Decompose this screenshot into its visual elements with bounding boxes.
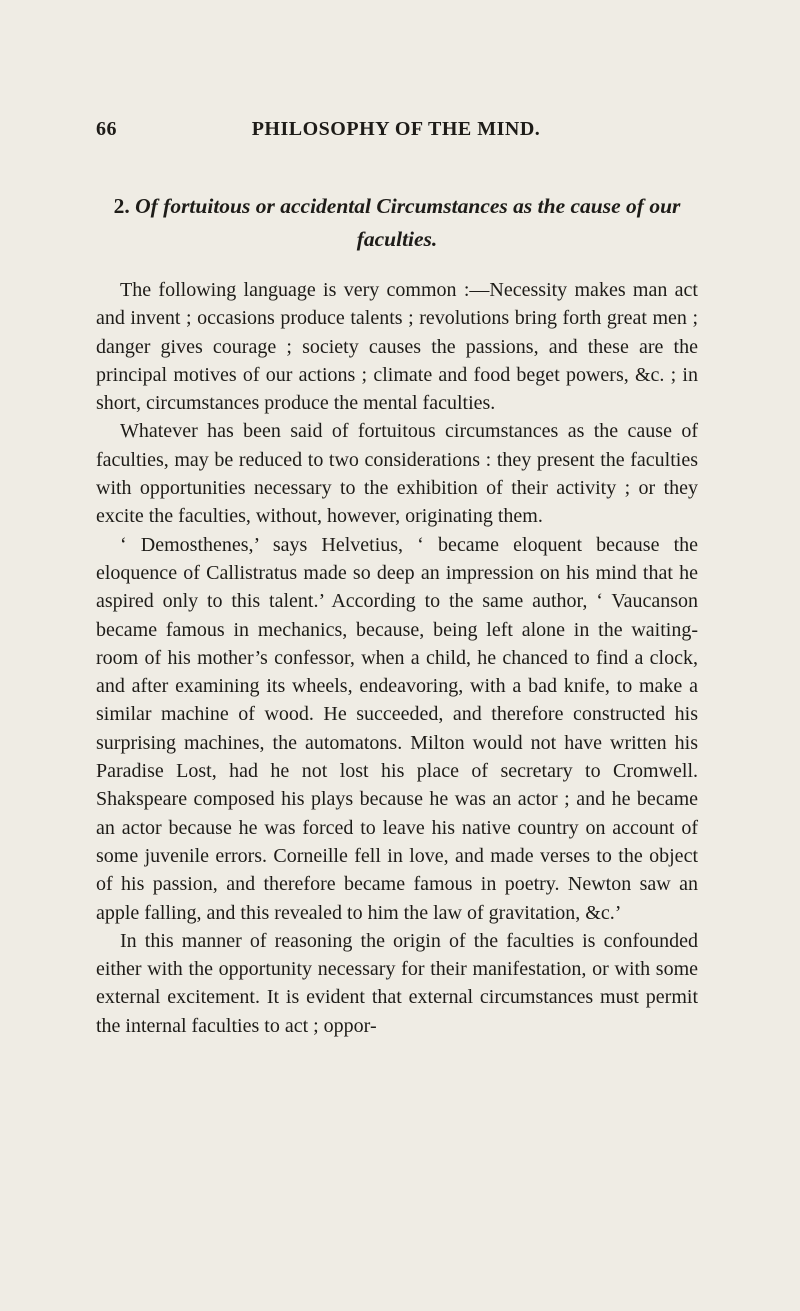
page-body (96, 190, 698, 1040)
running-title: PHILOSOPHY OF THE MIND. (251, 118, 541, 140)
section-number: 2. (113, 194, 130, 218)
paragraph-1: The following language is very common :—Necessity makes man act and invent ; occasions produce talents ; revolutions bring forth great men ; danger gives courage ; society causes the passions, and these are the principal motives of our actions ; climate and food beget powers, &c. ; in short, circumstances produce the mental faculties. (96, 279, 698, 415)
section-heading (96, 190, 698, 256)
page-number: 66 (96, 118, 117, 140)
paragraph-2: Whatever has been said of fortuitous circumstances as the cause of faculties, may be reduced to two considerations : they present the faculties with opportunities necessary to the exhibition of their activity ; or they excite the faculties, without, however, originating them. (96, 420, 698, 528)
running-header (96, 118, 696, 148)
paragraph-4: In this manner of reasoning the origin of the faculties is confounded either with the opportunity necessary for their manifestation, or with some external excitement. It is evident that external circumstances must permit the internal faculties to act ; oppor- (96, 929, 698, 1037)
section-title: Of fortuitous or accidental Circumstances as the cause of our faculties. (135, 194, 681, 251)
paragraph-3: ‘ Demosthenes,’ says Helvetius, ‘ became eloquent because the eloquence of Callistratus made so deep an impression on his mind that he aspired only to this talent.’ According to the same author, ‘ Vaucanson became famous in mechanics, because, being left alone in the waiting-room of his mother’s confessor, when a child, he chanced to find a clock, and after examining its wheels, endeavoring, with a bad knife, to make a similar machine of wood. He succeeded, and therefore constructed his surprising machines, the automatons. Milton would not have written his Paradise Lost, had he not lost his place of secretary to Cromwell. Shakspeare composed his plays because he was an actor ; and he became an actor because he was forced to leave his native country on account of some juvenile errors. Corneille fell in love, and made verses to the object of his passion, and therefore became famous in poetry. Newton saw an apple falling, and this revealed to him the law of gravitation, &c.’ (96, 533, 698, 924)
